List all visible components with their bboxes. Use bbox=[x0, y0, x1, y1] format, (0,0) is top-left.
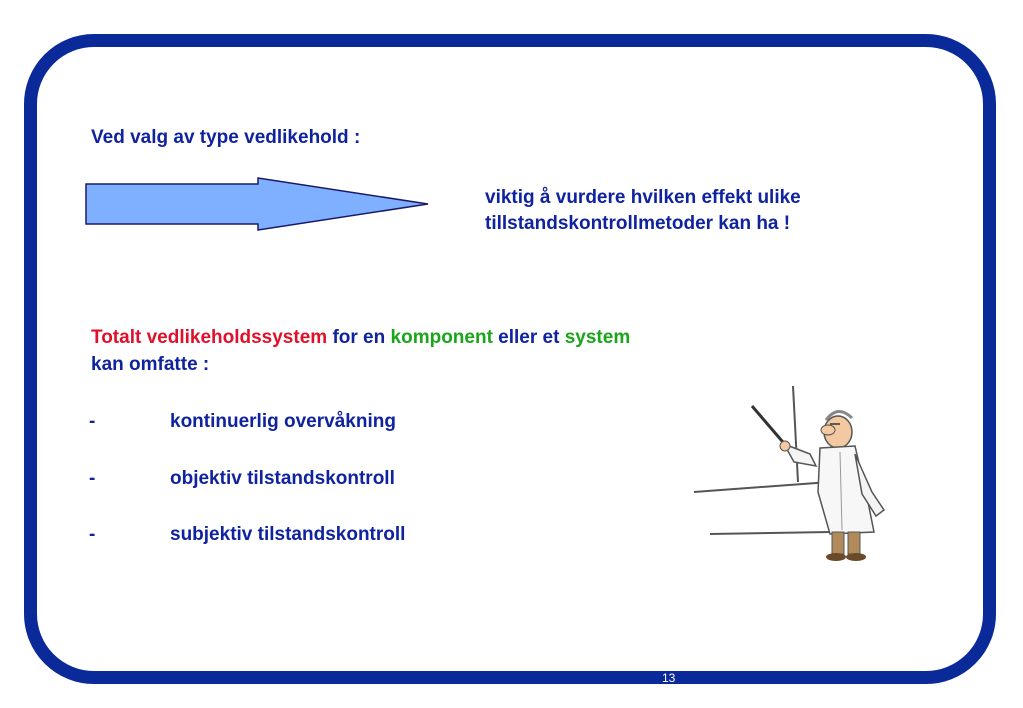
statement-line-1 bbox=[91, 326, 630, 350]
statement-line-2: kan omfatte : bbox=[91, 354, 210, 375]
note-line-2: tillstandskontrollmetoder kan ha ! bbox=[485, 213, 791, 234]
heading: Ved valg av type vedlikehold : bbox=[91, 127, 361, 148]
professor-with-pointer-illustration bbox=[690, 382, 905, 567]
bullet-dash: - bbox=[89, 468, 96, 489]
bullet-text: objektiv tilstandskontroll bbox=[170, 468, 395, 489]
bullet-dash: - bbox=[89, 524, 96, 545]
page-number: 13 bbox=[662, 671, 676, 685]
note-line-1: viktig å vurdere hvilken effekt ulike bbox=[485, 187, 801, 208]
statement-term-system-2: system bbox=[564, 327, 631, 348]
statement-term-component: komponent bbox=[390, 327, 493, 348]
bullet-text: kontinuerlig overvåkning bbox=[170, 411, 396, 432]
bullet-dash: - bbox=[89, 411, 96, 432]
statement-connector-1: for en bbox=[327, 327, 391, 348]
bullet-text: subjektiv tilstandskontroll bbox=[170, 524, 406, 545]
right-arrow-icon bbox=[82, 174, 442, 244]
statement-connector-2: eller et bbox=[492, 327, 565, 348]
statement-term-system: Totalt vedlikeholdssystem bbox=[91, 327, 328, 348]
